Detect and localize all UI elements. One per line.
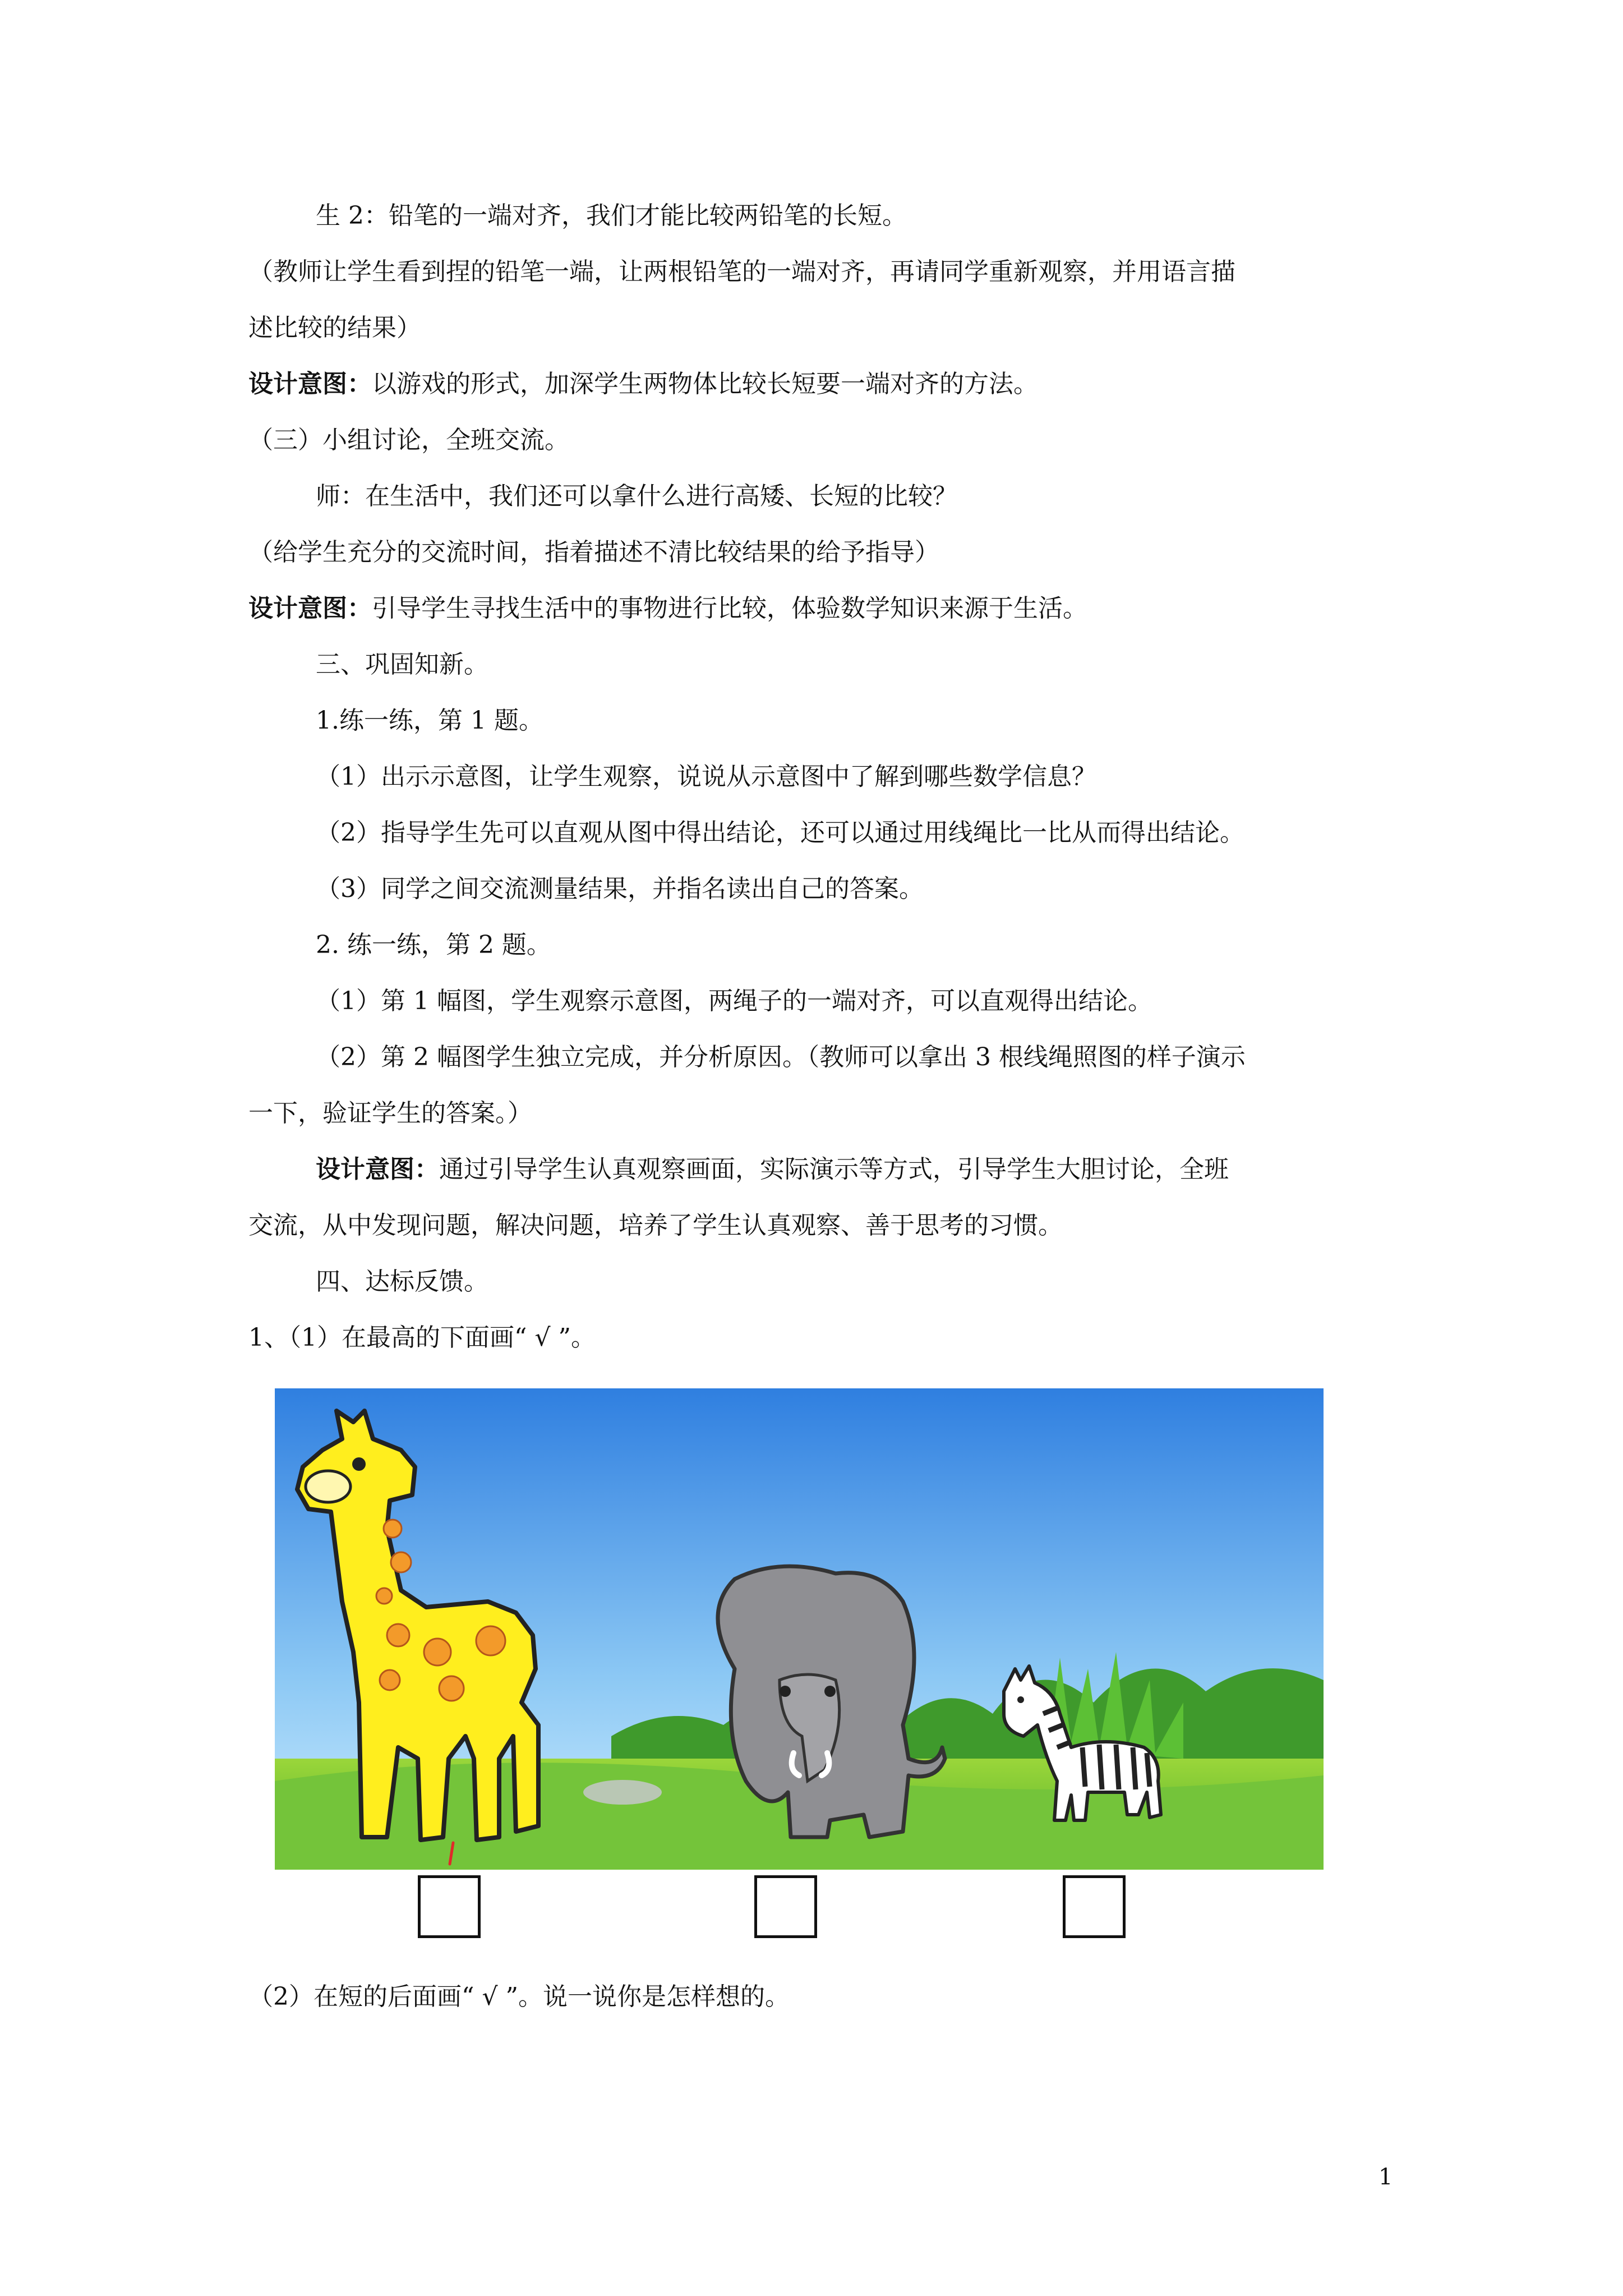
design-intent-label: 设计意图： — [248, 594, 372, 623]
paragraph: 一下，验证学生的答案。） — [248, 1099, 532, 1128]
paragraph: （三）小组讨论，全班交流。 — [248, 426, 569, 454]
design-intent-label: 设计意图： — [248, 370, 372, 398]
design-intent-text: 通过引导学生认真观察画面，实际演示等方式，引导学生大胆讨论，全班 — [439, 1155, 1229, 1184]
design-intent-text: 引导学生寻找生活中的事物进行比较，体验数学知识来源于生活。 — [372, 594, 1087, 623]
rock — [583, 1780, 662, 1805]
answer-box-giraffe[interactable] — [418, 1875, 481, 1938]
paragraph: （3）同学之间交流测量结果，并指名读出自己的答案。 — [316, 875, 924, 903]
design-intent-3 — [316, 1153, 1229, 1186]
paragraph: （2）第 2 幅图学生独立完成，并分析原因。（教师可以拿出 3 根线绳照图的样子演示 — [316, 1043, 1246, 1071]
section-heading: 四、达标反馈。 — [316, 1267, 488, 1296]
paragraph: 述比较的结果） — [248, 314, 421, 342]
paragraph: 2. 练一练，第 2 题。 — [316, 931, 551, 959]
paragraph: 1.练一练，第 1 题。 — [316, 706, 543, 735]
paragraph: （给学生充分的交流时间，指着描述不清比较结果的给予指导） — [248, 538, 939, 567]
paragraph: （1）第 1 幅图，学生观察示意图，两绳子的一端对齐，可以直观得出结论。 — [316, 987, 1152, 1015]
paragraph: （教师让学生看到捏的铅笔一端，让两根铅笔的一端对齐，再请同学重新观察，并用语言描 — [248, 257, 1235, 286]
design-intent-1 — [248, 367, 1038, 401]
exercise-question: （2）在短的后面画“ √ ”。说一说你是怎样想的。 — [248, 1982, 790, 2011]
paragraph: 师：在生活中，我们还可以拿什么进行高矮、长短的比较？ — [316, 482, 957, 510]
page-number: 1 — [1378, 2164, 1393, 2190]
paragraph: 生 2：铅笔的一端对齐，我们才能比较两铅笔的长短。 — [316, 201, 907, 230]
paragraph: 交流，从中发现问题，解决问题，培养了学生认真观察、善于思考的习惯。 — [248, 1211, 1063, 1240]
paragraph: （1）出示示意图，让学生观察，说说从示意图中了解到哪些数学信息？ — [316, 762, 1096, 791]
design-intent-2 — [248, 592, 1087, 625]
design-intent-label: 设计意图： — [316, 1155, 439, 1184]
answer-box-zebra[interactable] — [1063, 1875, 1126, 1938]
exercise-question: 1、（1）在最高的下面画“ √ ”。 — [248, 1323, 596, 1352]
section-heading: 三、巩固知新。 — [316, 650, 488, 679]
design-intent-text: 以游戏的形式，加深学生两物体比较长短要一端对齐的方法。 — [372, 370, 1038, 398]
answer-box-elephant[interactable] — [754, 1875, 817, 1938]
paragraph: （2）指导学生先可以直观从图中得出结论，还可以通过用线绳比一比从而得出结论。 — [316, 818, 1244, 847]
animals-illustration — [275, 1388, 1324, 1870]
